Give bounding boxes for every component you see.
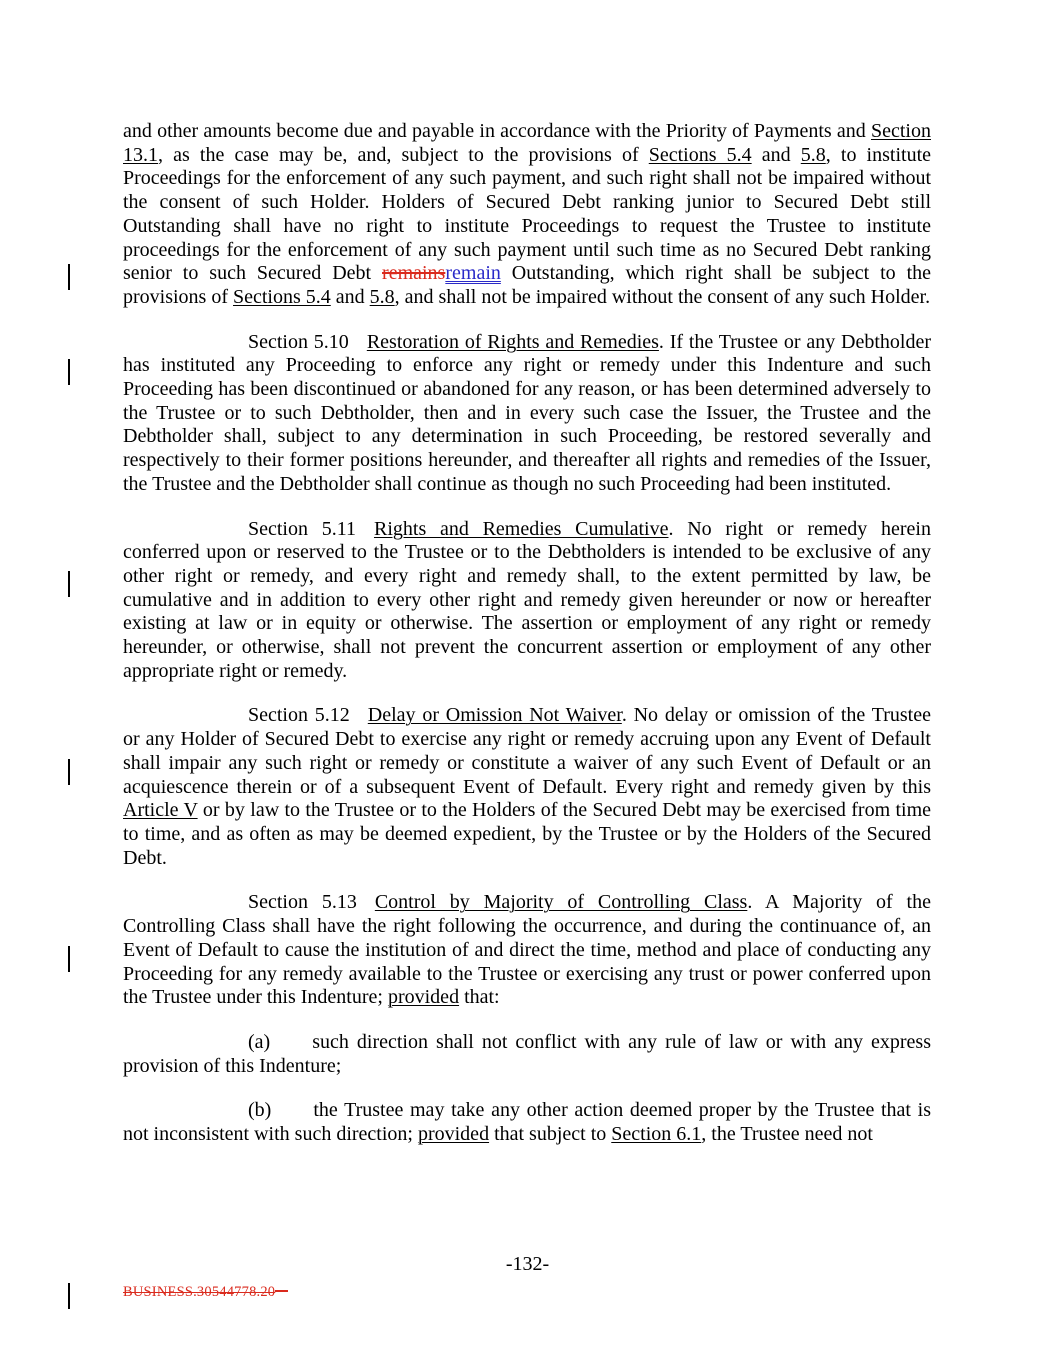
text-run: Section 5.11 xyxy=(248,517,356,540)
underlined-reference: Section 13.1 xyxy=(123,120,931,166)
strikethrough-tail xyxy=(275,1290,288,1292)
underlined-reference: provided xyxy=(387,986,460,1009)
underlined-reference: provided xyxy=(417,1123,490,1146)
underlined-reference: Delay or Omission Not Waiver xyxy=(367,704,622,727)
text-run: that subject to xyxy=(489,1123,612,1146)
text-run: , the Trustee need not xyxy=(701,1123,873,1146)
text-run: and xyxy=(751,143,801,166)
text-run: , as the case may be, and, subject to the provisions of xyxy=(158,143,649,166)
deleted-text: remains xyxy=(382,262,446,285)
underlined-reference: Sections 5.4 xyxy=(233,285,331,308)
underlined-reference: Sections 5.4 xyxy=(648,143,752,166)
tab-spacer xyxy=(271,1115,313,1116)
paragraph xyxy=(123,331,931,497)
text-run: . A Majority of the Controlling Class shall have the right following the occurrence, and during the continuance of, an Event of Default to cause the institution of and direct the time, method and place of conducting any Proceeding for any remedy available to the Trustee or exercising any trust or power conferred upon the Trustee under this Indenture; xyxy=(123,891,931,1009)
tab-spacer xyxy=(350,720,368,721)
underlined-reference: 5.8 xyxy=(369,285,395,308)
paragraph xyxy=(123,120,931,310)
paragraph xyxy=(123,1031,931,1078)
text-run: the Trustee may take any other action deemed proper by the Trustee that is not inconsistent with such direction; xyxy=(123,1099,931,1146)
text-run: or by law to the Trustee or to the Holders of the Secured Debt may be exercised from time to time, and as often as may be deemed expedient, by the Trustee or by the Holders of the Secured Debt. xyxy=(123,799,932,869)
text-run: (a) xyxy=(248,1030,271,1053)
document-body xyxy=(123,120,931,1168)
change-bar xyxy=(68,946,70,972)
text-run: Section 5.13 xyxy=(248,891,357,914)
change-bar xyxy=(68,359,70,385)
text-run: Section 5.12 xyxy=(248,704,350,727)
tab-spacer xyxy=(356,534,374,535)
document-id-text: BUSINESS.30544778.20 xyxy=(123,1284,276,1300)
underlined-reference: Rights and Remedies Cumulative xyxy=(373,517,669,540)
text-run: such direction shall not conflict with any rule of law or with any express provision of this Indenture; xyxy=(123,1030,931,1077)
tab-spacer xyxy=(349,347,367,348)
change-bar xyxy=(68,571,70,597)
change-bar xyxy=(68,759,70,785)
text-run: , to institute Proceedings for the enforcement of any such payment, and such right shall not be impaired without the consent of such Holder. Holders of Secured Debt ranking junior to Secured Debt still Outstanding shall have no right to institute Proceedings to request the Trustee to institute proceedings for the enforcement of any such payment until such time as no Secured Debt ranking senior to such Secured Debt xyxy=(123,143,931,285)
page-number: -132- xyxy=(505,1253,550,1275)
paragraph xyxy=(123,518,931,684)
text-run: . If the Trustee or any Debtholder has instituted any Proceeding to enforce any right or remedy under this Indenture and such Proceeding has been discontinued or abandoned for any reason, or has been determined adversely to the Trustee or to such Debtholder, then and in every such case the Issuer, the Trustee and the Debtholder shall, subject to any determination in such Proceeding, be restored severally and respectively to their former positions hereunder, and thereafter all rights and remedies of the Issuer, the Trustee and the Debtholder shall continue as though no such Proceeding had been instituted. xyxy=(123,330,931,495)
text-run: Section 5.10 xyxy=(248,330,349,353)
inserted-text: remain xyxy=(445,262,501,285)
text-run: that: xyxy=(459,986,500,1009)
paragraph xyxy=(123,891,931,1010)
tab-spacer xyxy=(270,1047,312,1048)
text-run: and other amounts become due and payable in accordance with the Priority of Payments and xyxy=(123,120,871,142)
underlined-reference: Section 6.1 xyxy=(611,1123,702,1146)
underlined-reference: Restoration of Rights and Remedies xyxy=(366,330,659,353)
text-run: . No right or remedy herein conferred upon or reserved to the Trustee or to the Debtholders is intended to be exclusive of any other right or remedy, and every right and remedy shall, to the extent permitted by law, be cumulative and in addition to every other right and remedy given hereunder or now or hereafter existing at law or in equity or otherwise. The assertion or employment of any right or remedy hereunder, or otherwise, shall not prevent the concurrent assertion or employment of any other appropriate right or remedy. xyxy=(123,517,931,682)
underlined-reference: 5.8 xyxy=(800,143,826,166)
text-run: , and shall not be impaired without the consent of any such Holder. xyxy=(394,285,931,308)
text-run: (b) xyxy=(248,1099,272,1122)
text-run: Outstanding, which right shall be subject to the provisions of xyxy=(123,262,932,308)
tab-spacer xyxy=(357,907,375,908)
change-bar xyxy=(68,264,70,290)
paragraph xyxy=(123,704,931,870)
underlined-reference: Control by Majority of Controlling Class xyxy=(374,891,748,914)
change-bar xyxy=(68,1283,70,1309)
text-run: and xyxy=(330,285,370,308)
underlined-reference: Article V xyxy=(123,799,198,822)
document-id-footer xyxy=(123,1284,288,1301)
text-run: . No delay or omission of the Trustee or any Holder of Secured Debt to exercise any right or remedy accruing upon any Event of Default shall impair any such right or remedy or constitute a waiver of any such Event of Default or an acquiescence therein or of a subsequent Event of Default. Every right and remedy given by this xyxy=(123,704,931,798)
paragraph xyxy=(123,1099,931,1146)
